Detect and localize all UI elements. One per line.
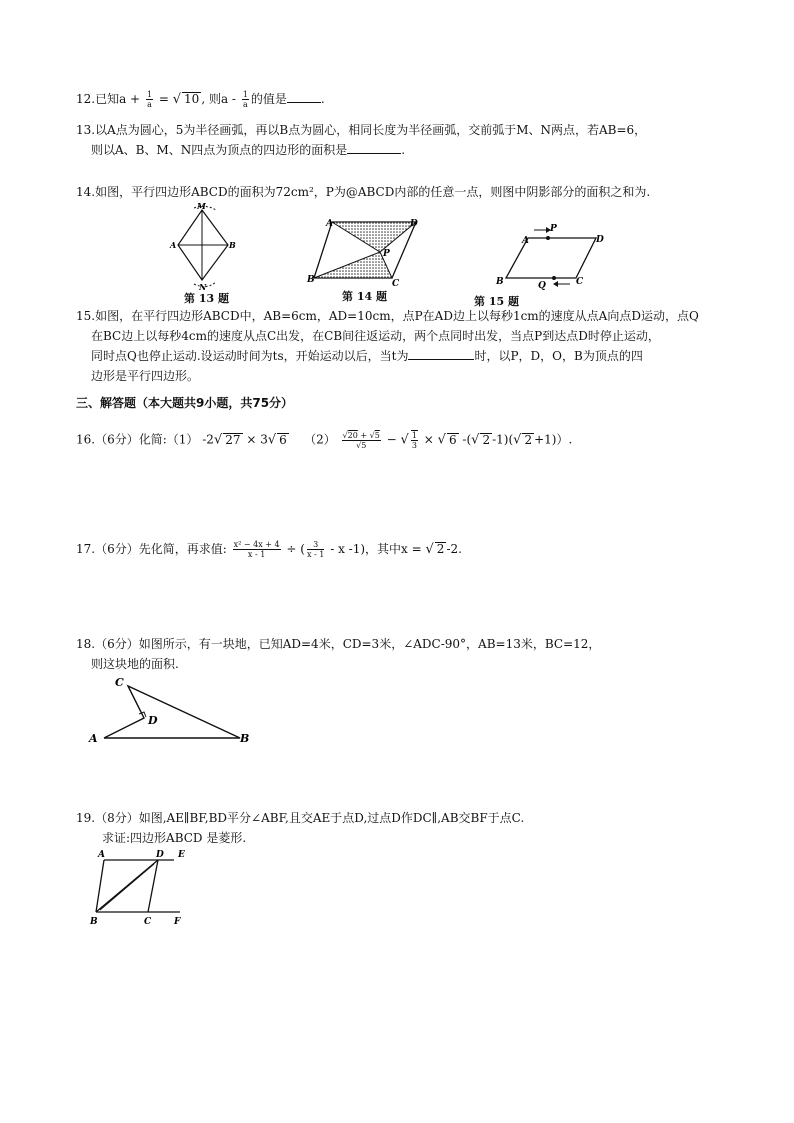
figure-13-label: M [197,201,206,211]
figure-14-label: C [392,279,400,289]
figure-19-label: B [90,917,98,927]
fraction: $\frac{1}{a}$ [242,90,248,109]
figure-14 [306,216,424,290]
question-14: 14.如图，平行四边形ABCD的面积为72cm²，P为@ABCD内部的任意一点，则图中阴影部分的面积之和为. [76,185,651,199]
figure-18-label: A [89,732,98,745]
question-19-line1: 19.（8分）如图,AE∥BF,BD平分∠ABF,且交AE于点D,过点D作DC∥,AB交BF于点C. [76,811,525,825]
figure-19-label: F [174,917,181,927]
figure-15-label: D [596,235,604,245]
question-17: 17.（6分）先化简，再求值: $\frac{\text{x² − 4x + 4}}{x - 1}$ ÷ ( $\frac{3}{x - 1}$ - x -1)，其中x = √ 2 -2. [76,540,462,559]
figure-15-caption: 第 15 题 [474,295,519,308]
figure-15-label: P [550,224,557,234]
figure-19-label: A [98,850,105,860]
figure-15 [492,222,612,294]
section-heading: 三、解答题（本大题共9小题，共75分） [76,396,294,410]
figure-18-label: D [148,714,158,727]
question-12: 12.已知a + $\frac{1}{a}$ = √ 10 , 则a - $\frac{1}{a}$ 的值是 . [76,90,325,109]
figure-19-label: C [144,917,152,927]
figure-15-label: Q [538,281,546,291]
question-18-line2: 则这块地的面积. [91,657,179,671]
figure-14-label: P [383,249,390,259]
figure-13-label: N [199,282,207,292]
question-19-line2: 求证:四边形ABCD 是菱形. [102,831,247,845]
figure-13-label: A [170,240,177,250]
answer-blank [408,348,474,360]
figure-15-label: B [496,277,504,287]
figure-13-caption: 第 13 题 [184,292,229,305]
question-18-line1: 18.（6分）如图所示，有一块地，已知AD=4米，CD=3米，∠ADC-90°，AB=13米，BC=12， [76,637,601,651]
figure-18 [84,672,254,748]
fraction: $\frac{√20 + √5}{√5}$ [342,430,380,450]
question-16: 16.（6分）化简:（1） -2√ 27 × 3√ 6 （2） $\frac{√20 + √5}{√5}$ − √ $\frac{1}{3}$ × √ 6 -(√ 2 -1)(√ 2 +1)）. [76,430,573,450]
figure-14-label: D [410,219,418,229]
question-15-line3: 同时点Q也停止运动.设运动时间为ts，开始运动以后，当t为 时，以P，D，O，B为顶点的四 [91,349,643,363]
figure-15-label: A [522,236,529,246]
fraction: $\frac{1}{3}$ [411,431,417,450]
figure-13 [168,200,238,292]
question-13-line2: 则以A、B、M、N四点为顶点的四边形的面积是 . [91,143,406,157]
figure-19-label: D [156,850,164,860]
fraction: $\frac{1}{a}$ [146,90,153,109]
figure-14-label: A [326,219,333,229]
question-15-line4: 边形是平行四边形。 [91,369,200,383]
figure-19-label: E [178,850,185,860]
fraction: $\frac{3}{x - 1}$ [306,540,325,559]
figure-14-caption: 第 14 题 [342,290,387,303]
figure-19 [88,846,188,928]
figure-14-label: B [307,275,315,285]
figure-18-label: B [240,732,250,745]
answer-blank [347,142,401,154]
question-13-line1: 13.以A点为圆心，5为半径画弧，再以B点为圆心，相同长度为半径画弧，交前弧于M、N两点，若AB=6， [76,123,647,137]
answer-blank [287,91,321,103]
figure-18-label: C [115,676,124,689]
fraction: $\frac{\text{x² − 4x + 4}}{x - 1}$ [233,540,280,559]
figure-13-label: B [229,240,236,250]
figure-15-label: C [576,277,584,287]
question-15-line1: 15.如图，在平行四边形ABCD中，AB=6cm，AD=10cm，点P在AD边上以每秒1cm的速度从点A向点D运动，点Q [76,309,699,323]
question-15-line2: 在BC边上以每秒4cm的速度从点C出发，在CB间往返运动，两个点同时出发，当点P到达点D时停止运动， [91,329,660,343]
